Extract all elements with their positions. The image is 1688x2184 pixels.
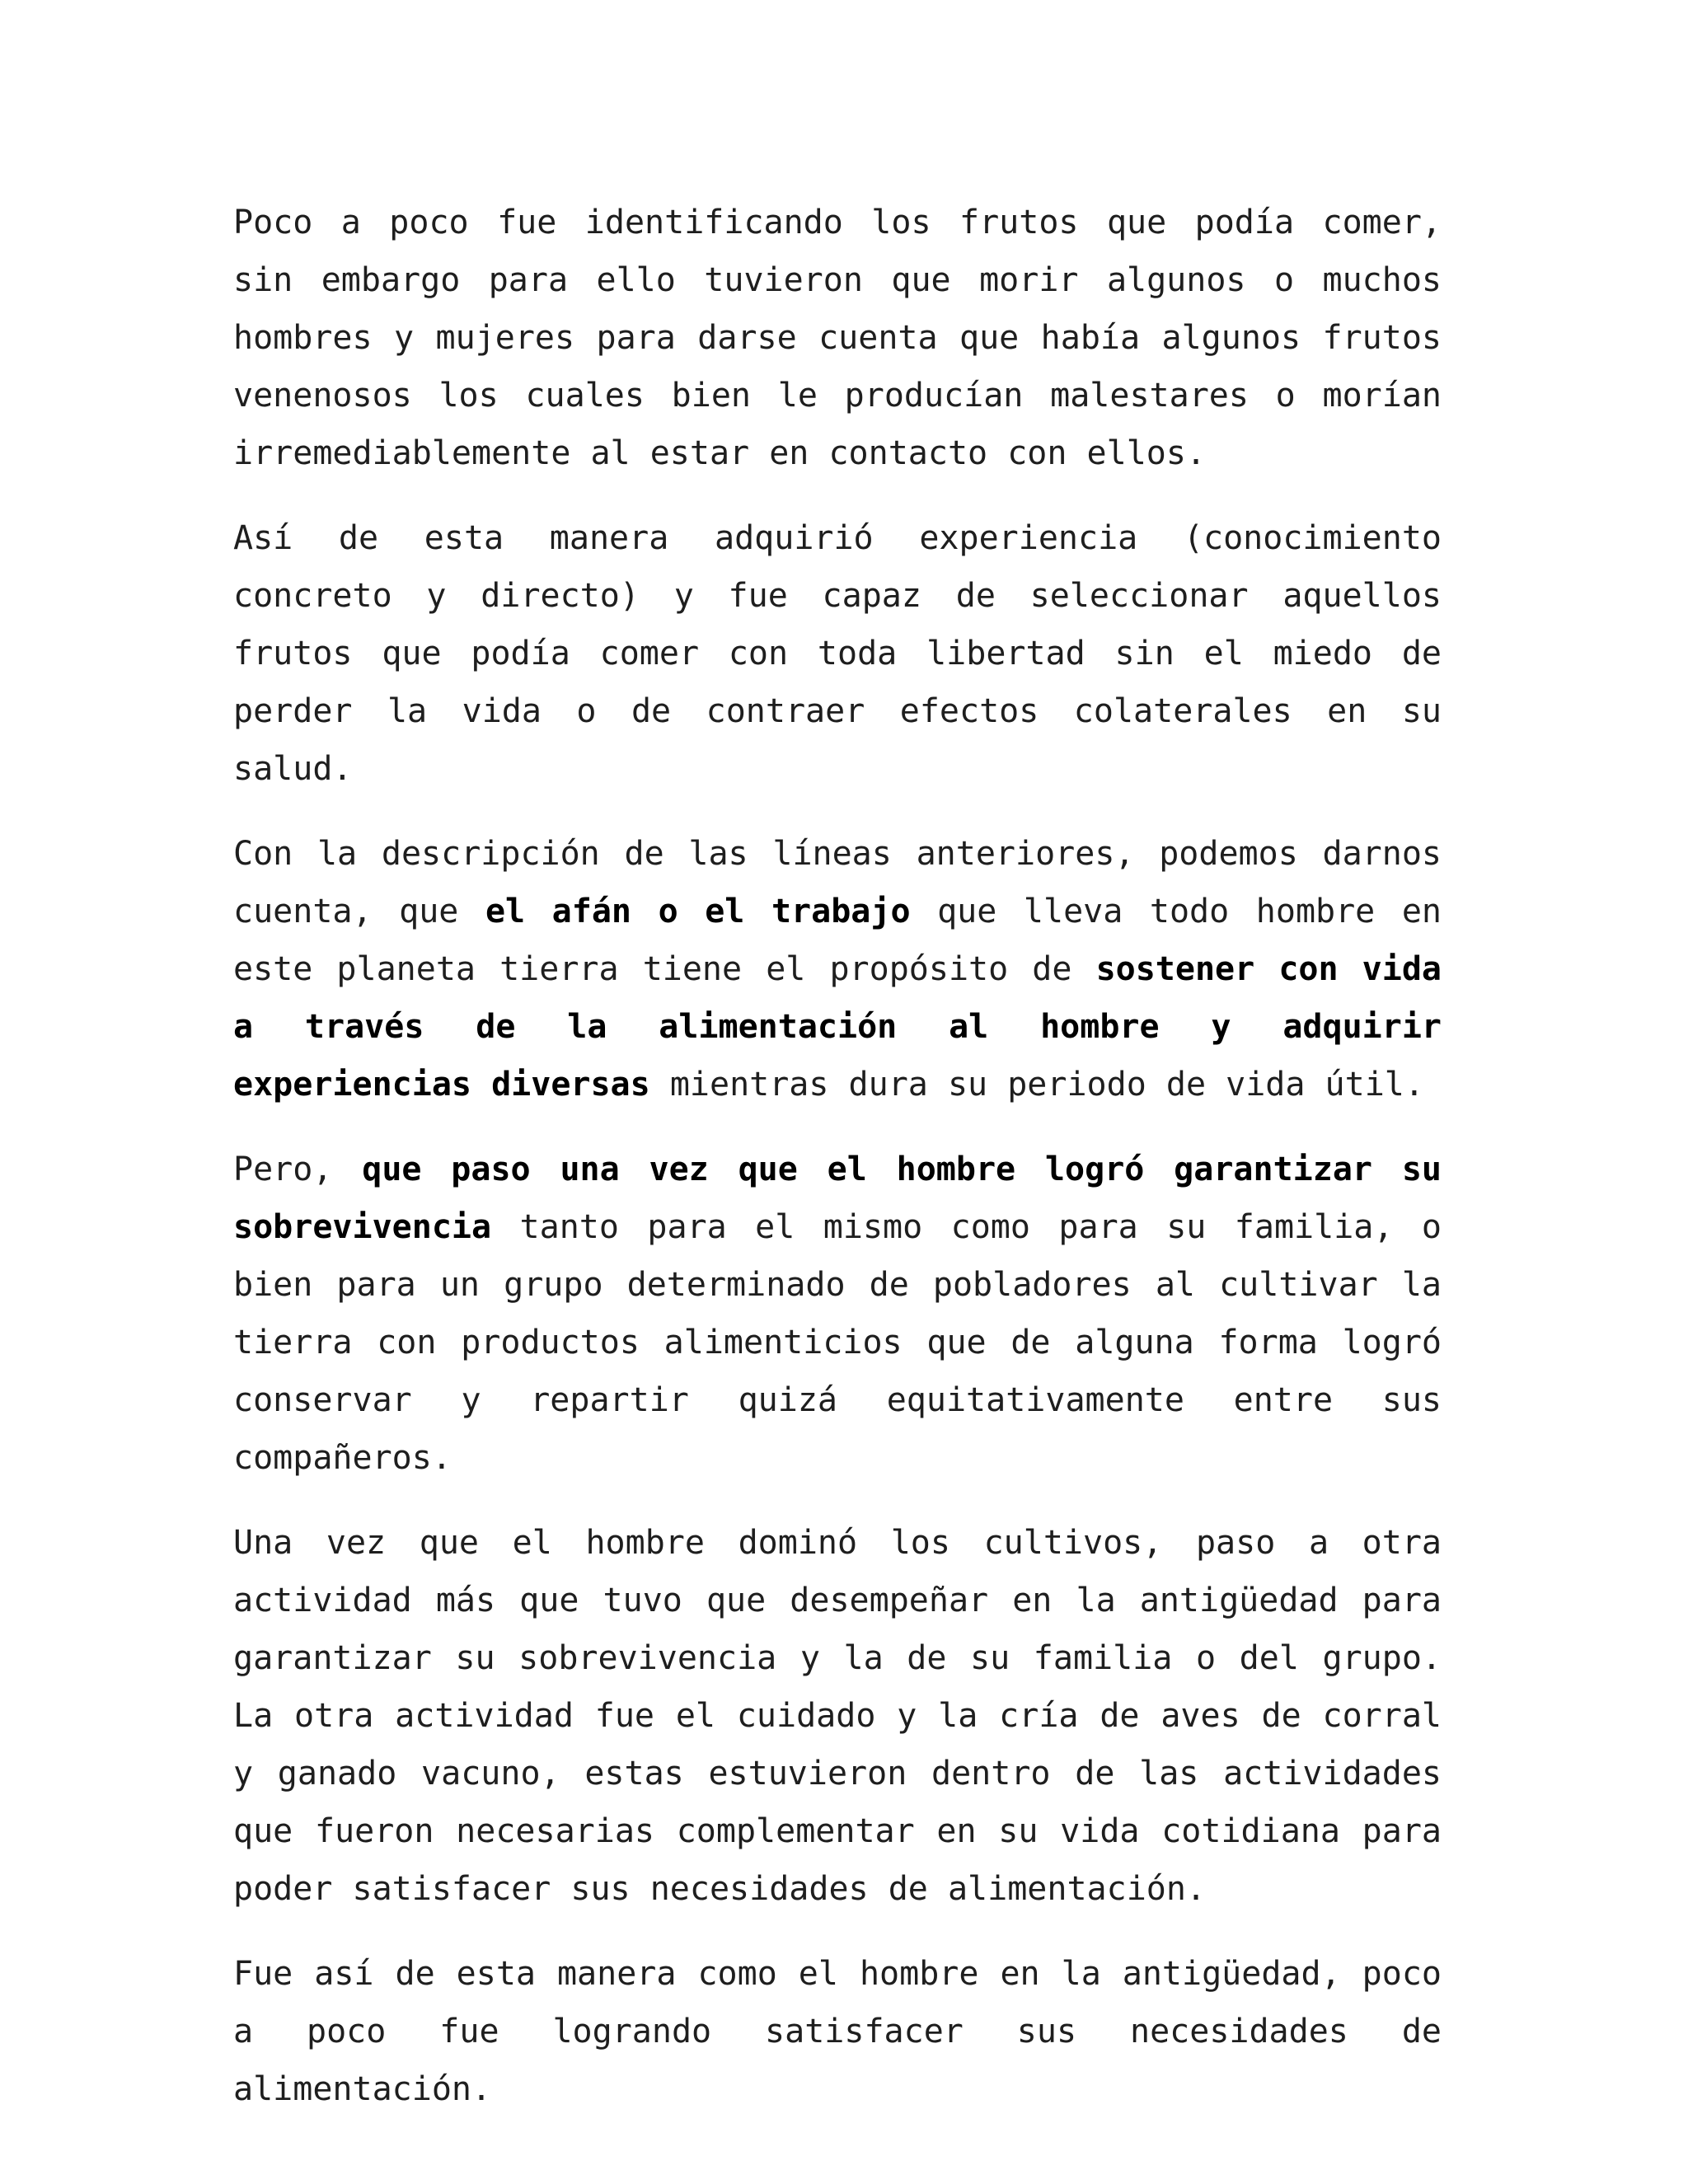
paragraph-3-text-2: que lleva todo hombre en este planeta tierra tiene el propósito de bbox=[233, 893, 1442, 988]
paragraph-4-text-1: Pero, bbox=[233, 1151, 363, 1188]
paragraph-3-bold-2: sostener con vida a través de la alimentación al hombre y adquirir experiencias diversas bbox=[233, 950, 1442, 1104]
paragraph-4 bbox=[233, 1141, 1442, 1487]
document-body bbox=[233, 194, 1442, 2118]
paragraph-4-text-2: tanto para el mismo como para su familia, o bien para un grupo determinado de pobladores al cultivar la tierra con productos alimenticios que de alguna forma logró conservar y repartir quizá equitativamente entre sus compañeros. bbox=[233, 1208, 1442, 1477]
paragraph-5-text: Una vez que el hombre dominó los cultivos, paso a otra actividad más que tuvo que desempeñar en la antigüedad para garantizar su sobrevivencia y la de su familia o del grupo. La otra actividad fue el cuidado y la cría de aves de corral y ganado vacuno, estas estuvieron dentro de las actividades que fueron necesarias complementar en su vida cotidiana para poder satisfacer sus necesidades de alimentación. bbox=[233, 1524, 1442, 1908]
paragraph-3-text-3: mientras dura su periodo de vida útil. bbox=[649, 1066, 1424, 1104]
paragraph-3 bbox=[233, 825, 1442, 1113]
paragraph-2 bbox=[233, 509, 1442, 798]
paragraph-1-text: Poco a poco fue identificando los frutos que podía comer, sin embargo para ello tuvieron que morir algunos o muchos hombres y mujeres para darse cuenta que había algunos frutos venenosos los cuales bien le producían malestares o morían irremediablemente al estar en contacto con ellos. bbox=[233, 204, 1442, 472]
paragraph-3-bold-1: el afán o el trabajo bbox=[485, 893, 911, 930]
paragraph-4-bold-1: que paso una vez que el hombre logró garantizar su sobrevivencia bbox=[233, 1151, 1442, 1246]
paragraph-5 bbox=[233, 1514, 1442, 1918]
paragraph-6-text: Fue así de esta manera como el hombre en la antigüedad, poco a poco fue logrando satisfacer sus necesidades de alimentación. bbox=[233, 1955, 1442, 2108]
paragraph-2-text: Así de esta manera adquirió experiencia (conocimiento concreto y directo) y fue capaz de seleccionar aquellos frutos que podía comer con toda libertad sin el miedo de perder la vida o de contraer efectos colaterales en su salud. bbox=[233, 519, 1442, 788]
paragraph-1 bbox=[233, 194, 1442, 482]
paragraph-3-text-1: Con la descripción de las líneas anteriores, podemos darnos cuenta, que bbox=[233, 835, 1442, 930]
paragraph-6 bbox=[233, 1945, 1442, 2118]
